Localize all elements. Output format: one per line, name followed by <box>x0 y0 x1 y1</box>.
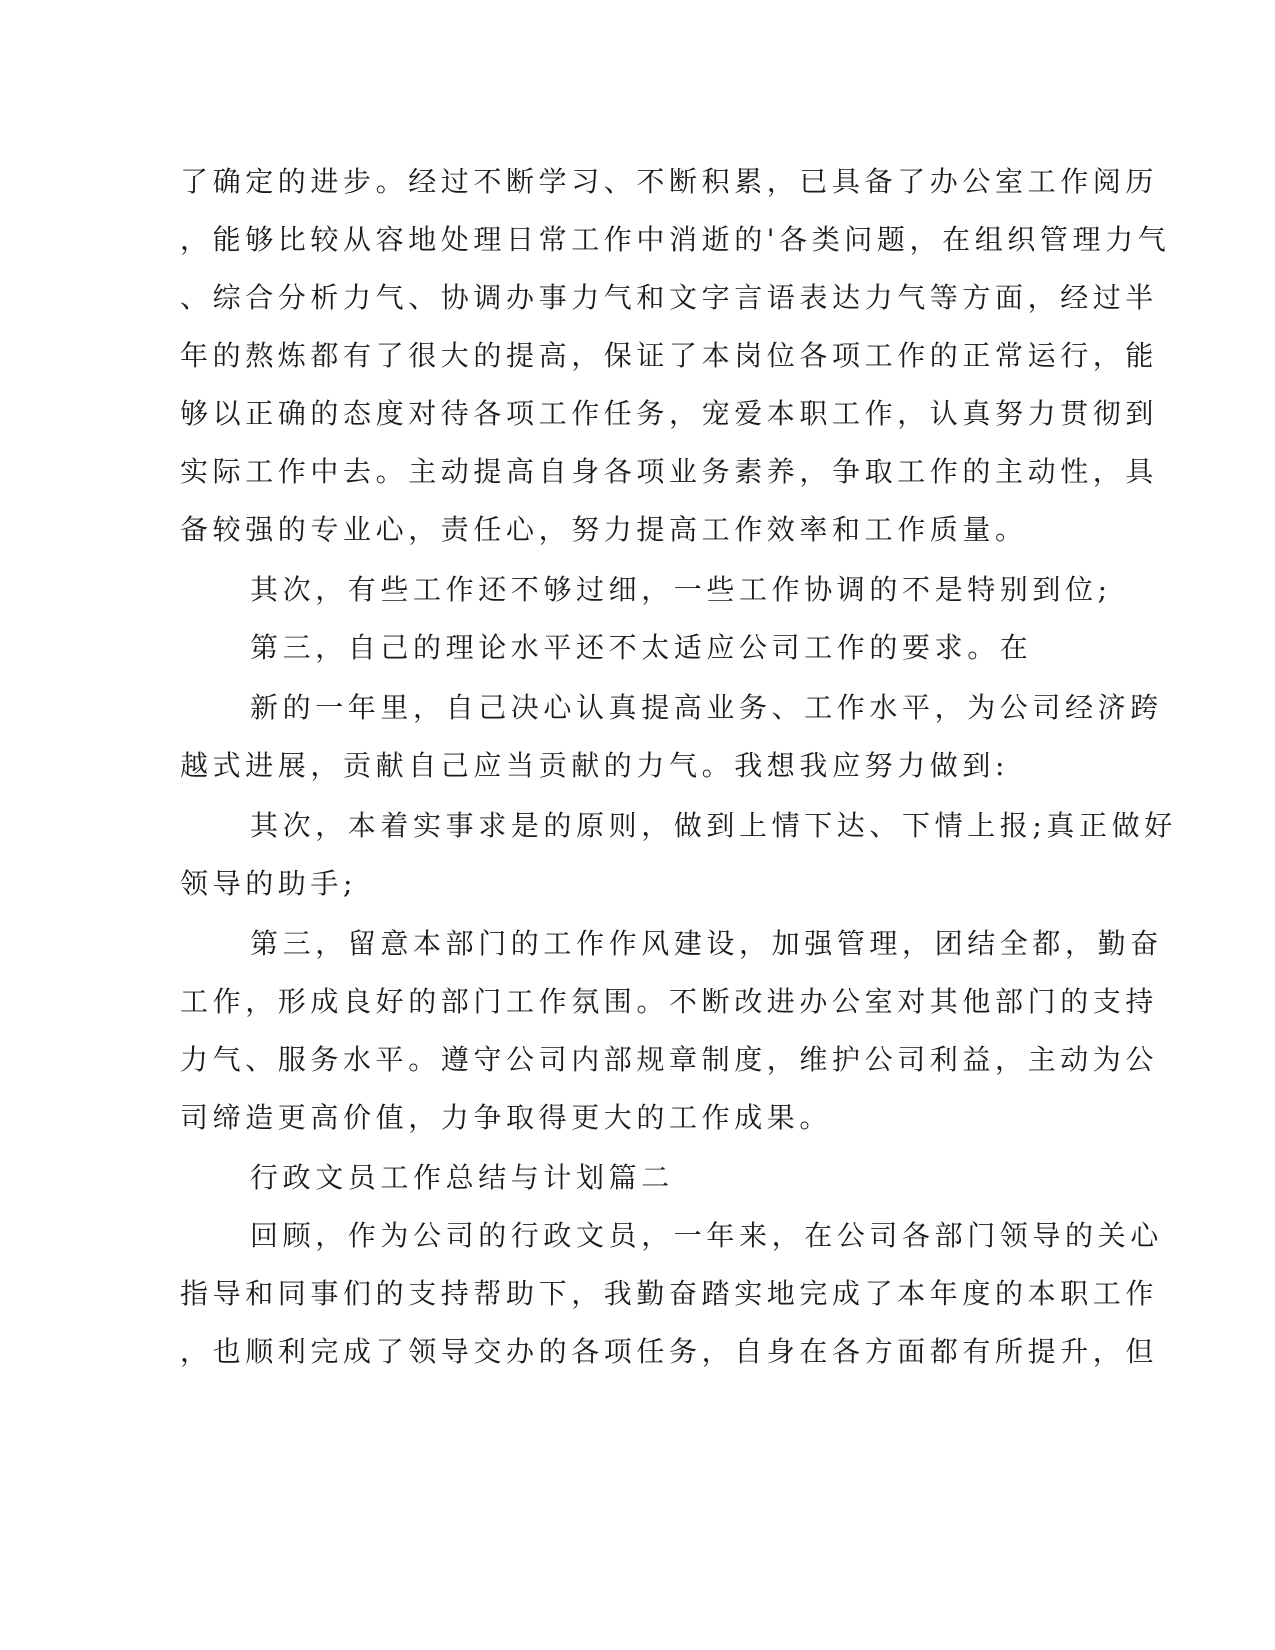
text-line: 司缔造更高价值，力争取得更大的工作成果。 <box>180 1101 833 1134</box>
text-line: ，能够比较从容地处理日常工作中消逝的'各类问题，在组织管理力气 <box>180 223 1171 256</box>
text-line: 第三，留意本部门的工作作风建设，加强管理，团结全都，勤奋 <box>250 927 1163 960</box>
text-line: 够以正确的态度对待各项工作任务，宠爱本职工作，认真努力贯彻到 <box>180 397 1159 430</box>
section-heading: 行政文员工作总结与计划篇二 <box>250 1161 674 1194</box>
text-line: 回顾，作为公司的行政文员，一年来，在公司各部门领导的关心 <box>250 1219 1163 1252</box>
text-line: 其次，本着实事求是的原则，做到上情下达、下情上报;真正做好 <box>250 809 1177 842</box>
text-line: 实际工作中去。主动提高自身各项业务素养，争取工作的主动性，具 <box>180 455 1159 488</box>
text-line: 其次，有些工作还不够过细，一些工作协调的不是特别到位; <box>250 573 1112 606</box>
text-line: 了确定的进步。经过不断学习、不断积累，已具备了办公室工作阅历 <box>180 165 1159 198</box>
text-line: 、综合分析力气、协调办事力气和文字言语表达力气等方面，经过半 <box>180 281 1159 314</box>
text-line: 领导的助手; <box>180 867 358 900</box>
text-line: 指导和同事们的支持帮助下，我勤奋踏实地完成了本年度的本职工作 <box>180 1277 1159 1310</box>
text-line: 备较强的专业心，责任心，努力提高工作效率和工作质量。 <box>180 513 1028 546</box>
text-line: 年的熬炼都有了很大的提高，保证了本岗位各项工作的正常运行，能 <box>180 339 1159 372</box>
text-line: ，也顺利完成了领导交办的各项任务，自身在各方面都有所提升，但 <box>180 1335 1159 1368</box>
text-line: 工作，形成良好的部门工作氛围。不断改进办公室对其他部门的支持 <box>180 985 1159 1018</box>
text-line: 新的一年里，自己决心认真提高业务、工作水平，为公司经济跨 <box>250 691 1163 724</box>
text-line: 力气、服务水平。遵守公司内部规章制度，维护公司利益，主动为公 <box>180 1043 1159 1076</box>
text-line: 第三，自己的理论水平还不太适应公司工作的要求。在 <box>250 631 1033 664</box>
text-line: 越式进展，贡献自己应当贡献的力气。我想我应努力做到: <box>180 749 1010 782</box>
